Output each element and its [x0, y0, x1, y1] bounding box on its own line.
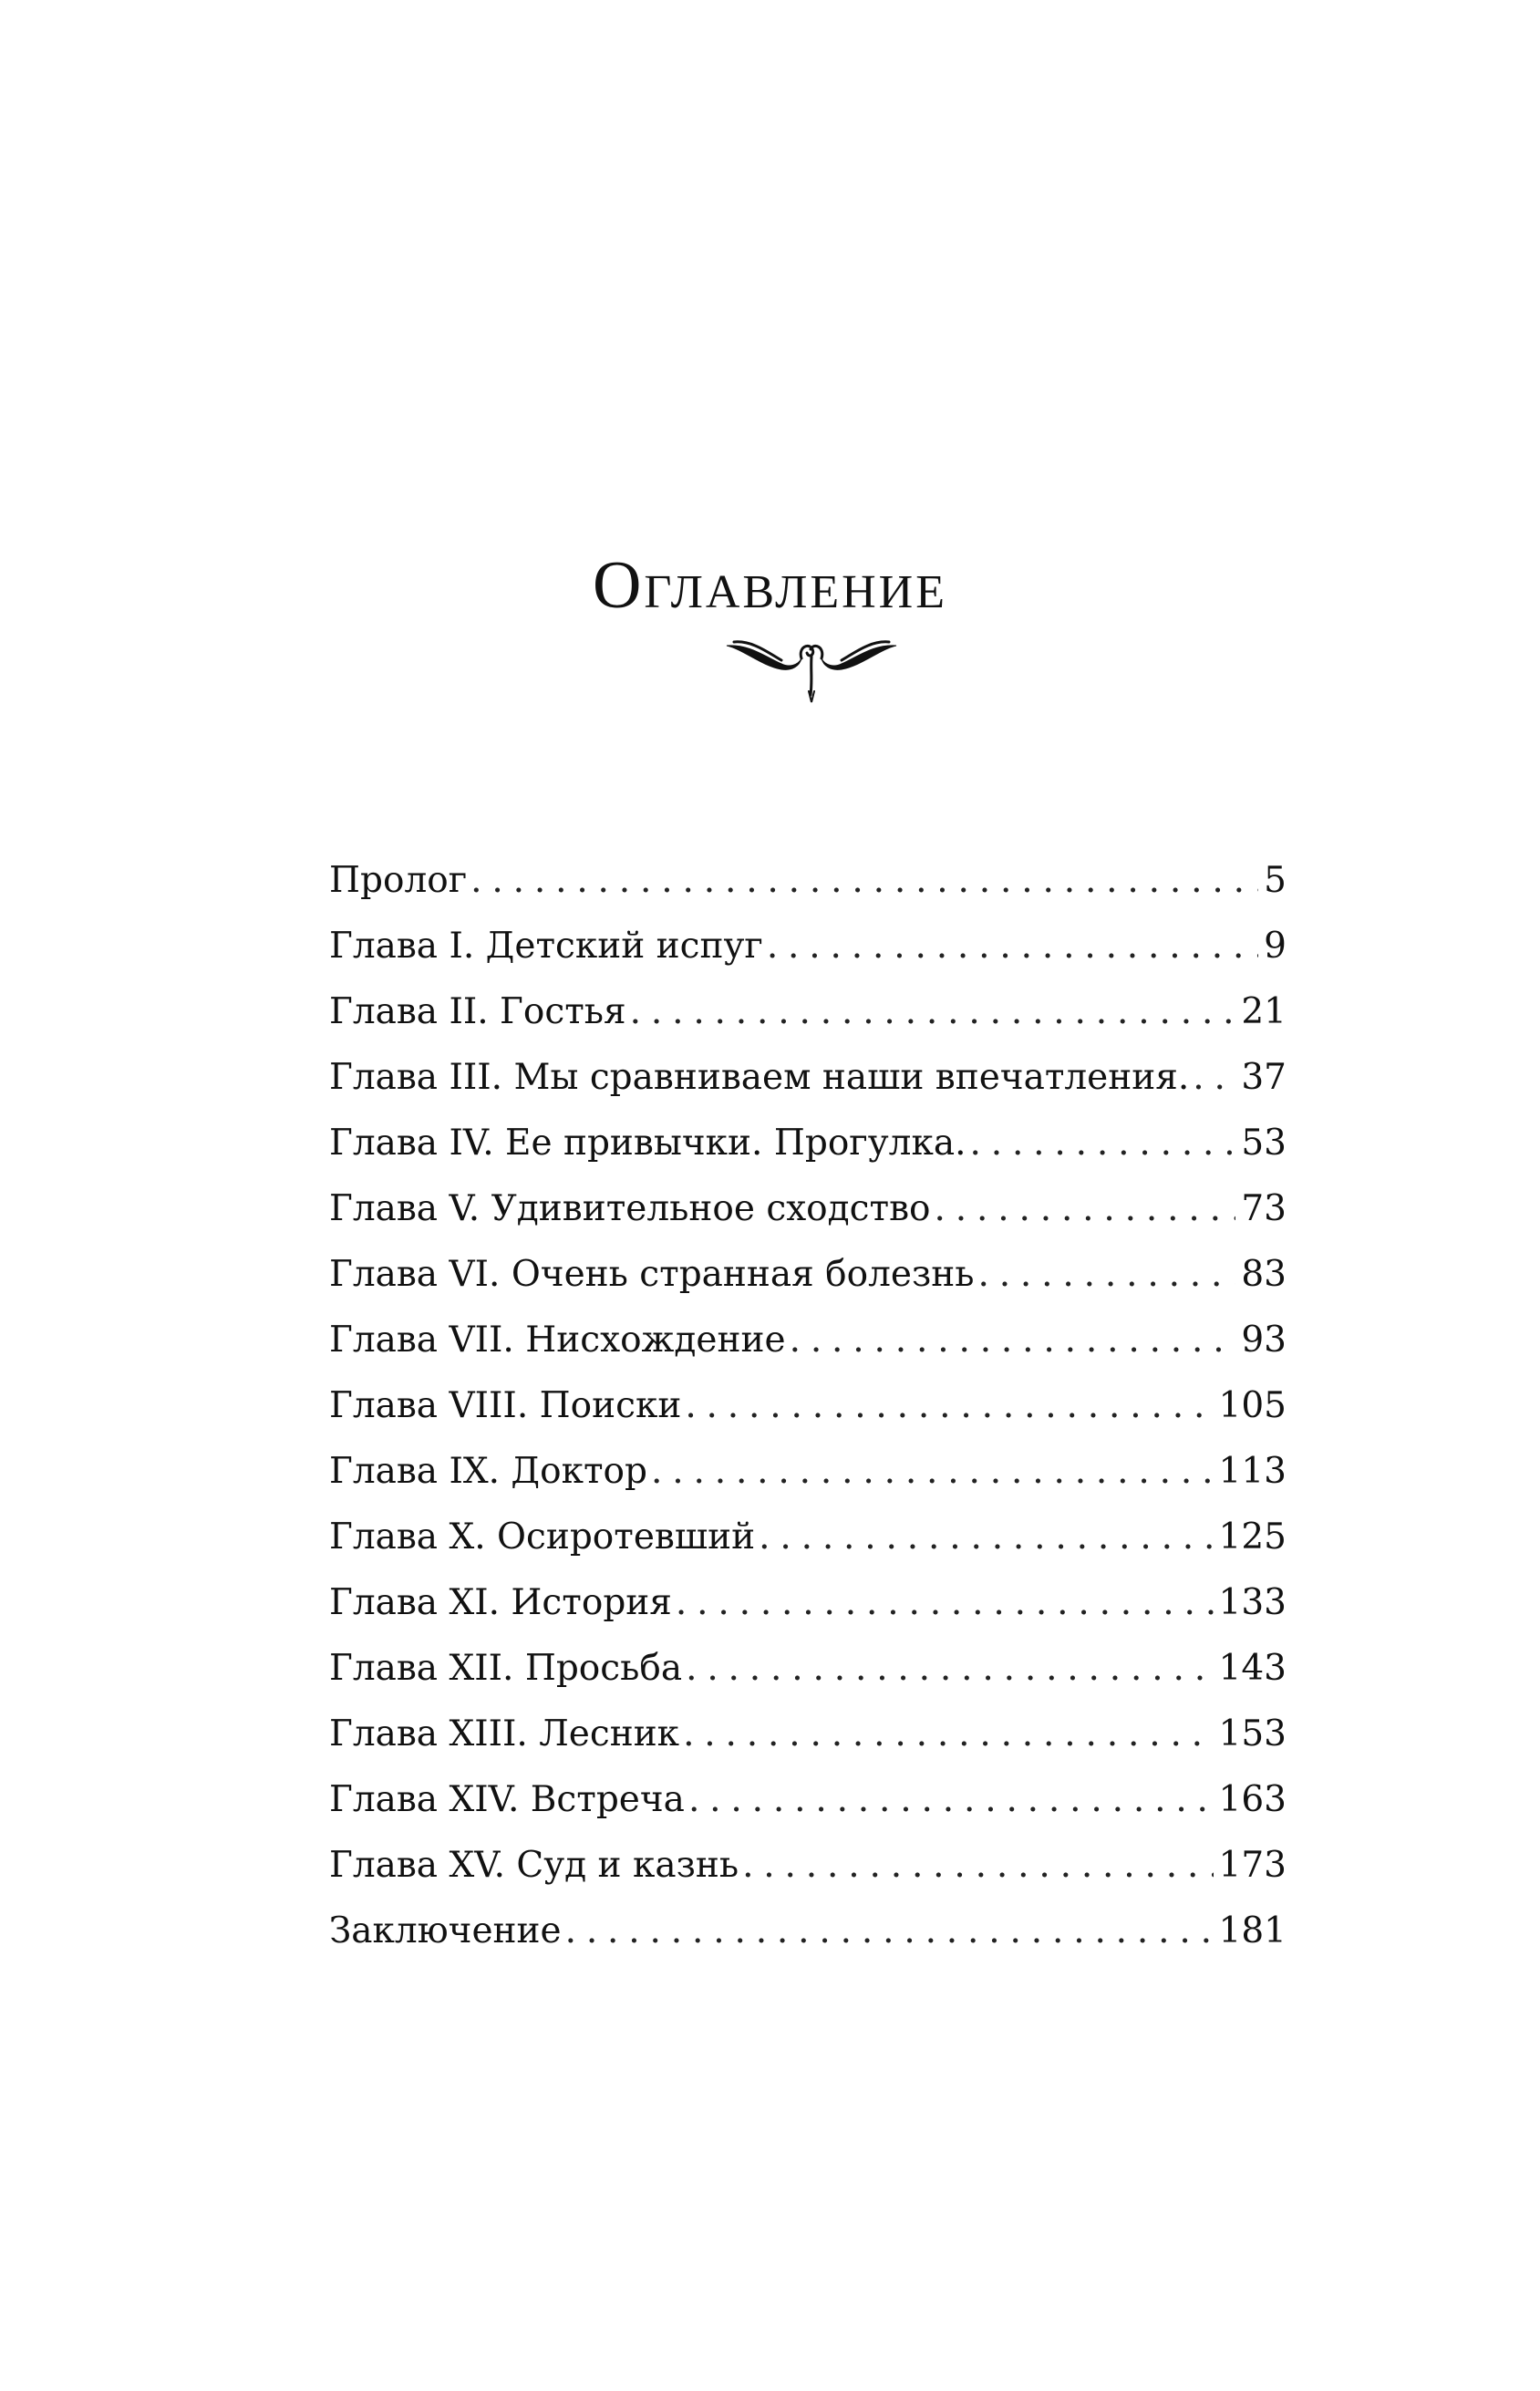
dot-leader	[977, 1242, 1235, 1308]
toc-entry-label: Глава IV. Ее привычки. Прогулка.	[329, 1123, 966, 1164]
toc-entry-label: Пролог	[329, 860, 468, 901]
dot-leader	[683, 1702, 1213, 1767]
toc-entry-label: Заключение	[329, 1910, 562, 1951]
toc-entry-chapter-3[interactable]	[329, 1045, 1287, 1111]
toc-entry-page: 143	[1218, 1648, 1287, 1689]
dot-leader	[688, 1767, 1214, 1833]
toc-entry-chapter-7[interactable]	[329, 1308, 1287, 1373]
toc-entry-label: Глава II. Гостья	[329, 991, 626, 1032]
toc-entry-label: Глава VIII. Поиски	[329, 1385, 682, 1426]
toc-entry-page: 83	[1241, 1254, 1287, 1295]
toc-entry-page: 9	[1264, 926, 1287, 967]
dot-leader	[676, 1570, 1214, 1636]
toc-entry-label: Глава XIV. Встреча	[329, 1779, 685, 1820]
toc-entry-chapter-2[interactable]	[329, 979, 1287, 1045]
dot-leader	[935, 1176, 1236, 1242]
dot-leader	[742, 1833, 1213, 1899]
toc-entry-page: 93	[1241, 1320, 1287, 1361]
toc-entry-page: 153	[1218, 1713, 1287, 1754]
dot-leader	[470, 848, 1258, 914]
dot-leader	[685, 1373, 1213, 1439]
toc-entry-page: 21	[1241, 991, 1287, 1032]
toc-entry-label: Глава IX. Доктор	[329, 1451, 648, 1492]
toc-entry-page: 125	[1218, 1516, 1287, 1558]
dot-leader	[565, 1899, 1214, 1964]
dot-leader	[630, 979, 1236, 1045]
toc-entry-page: 173	[1218, 1845, 1287, 1886]
toc-entry-label: Глава VI. Очень странная болезнь	[329, 1254, 975, 1295]
toc-entry-page: 133	[1218, 1582, 1287, 1623]
toc-entry-prologue[interactable]	[329, 848, 1287, 914]
toc-entry-chapter-11[interactable]	[329, 1570, 1287, 1636]
toc-entry-chapter-1[interactable]	[329, 914, 1287, 979]
toc-entry-label: Глава X. Осиротевший	[329, 1516, 756, 1558]
toc-entry-chapter-14[interactable]	[329, 1767, 1287, 1833]
toc-entry-label: Глава XIII. Лесник	[329, 1713, 680, 1754]
dot-leader	[1193, 1045, 1235, 1111]
toc-entry-chapter-5[interactable]	[329, 1176, 1287, 1242]
toc-entry-page: 73	[1241, 1188, 1287, 1229]
toc-entry-chapter-10[interactable]	[329, 1505, 1287, 1570]
toc-entry-chapter-6[interactable]	[329, 1242, 1287, 1308]
toc-entry-label: Глава I. Детский испуг	[329, 926, 763, 967]
toc-entry-conclusion[interactable]	[329, 1899, 1287, 1964]
toc-entry-label: Глава XII. Просьба	[329, 1648, 683, 1689]
toc-entry-page: 5	[1264, 860, 1287, 901]
toc-entry-page: 53	[1241, 1123, 1287, 1164]
dot-leader	[686, 1636, 1213, 1702]
dot-leader	[790, 1308, 1236, 1373]
toc-entry-label: Глава III. Мы сравниваем наши впечатления.	[329, 1057, 1190, 1098]
toc-entry-chapter-12[interactable]	[329, 1636, 1287, 1702]
toc-entry-page: 113	[1218, 1451, 1287, 1492]
flourish-ornament-icon	[725, 629, 898, 711]
dot-leader	[651, 1439, 1214, 1505]
table-of-contents	[329, 848, 1287, 1964]
dot-leader	[767, 914, 1258, 979]
toc-entry-chapter-9[interactable]	[329, 1439, 1287, 1505]
toc-entry-page: 37	[1241, 1057, 1287, 1098]
toc-entry-label: Глава XI. История	[329, 1582, 672, 1623]
toc-entry-chapter-8[interactable]	[329, 1373, 1287, 1439]
toc-entry-chapter-13[interactable]	[329, 1702, 1287, 1767]
toc-entry-chapter-4[interactable]	[329, 1111, 1287, 1176]
toc-entry-page: 163	[1218, 1779, 1287, 1820]
toc-entry-label: Глава XV. Суд и казнь	[329, 1845, 739, 1886]
toc-entry-label: Глава VII. Нисхождение	[329, 1320, 786, 1361]
toc-entry-page: 181	[1218, 1910, 1287, 1951]
toc-entry-label: Глава V. Удивительное сходство	[329, 1188, 931, 1229]
dot-leader	[759, 1505, 1213, 1570]
dot-leader	[969, 1111, 1235, 1176]
toc-entry-page: 105	[1218, 1385, 1287, 1426]
toc-entry-chapter-15[interactable]	[329, 1833, 1287, 1899]
page-title: Оглавление	[592, 547, 948, 623]
